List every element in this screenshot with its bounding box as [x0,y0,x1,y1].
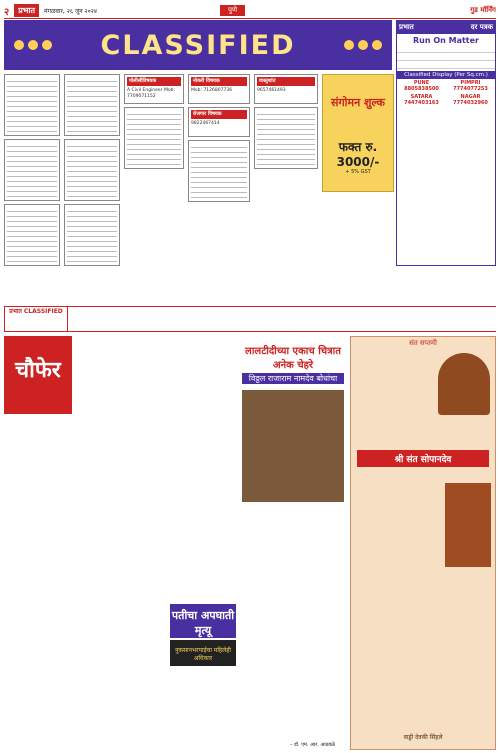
ad-box: पोलीसीविषयक A Civil Engineer Mob: 7709071152 [124,74,184,104]
contact-nagar: NAGAR 7774032960 [453,94,488,106]
caption-box: पतीचा अपघाती मृत्यू [170,604,236,638]
ad-column-4 [188,74,250,302]
caption-sub: नुकसानभरपाईचा महिलेही अधिकार [170,640,236,666]
ad-box [124,107,184,169]
banner-icons-right [344,40,382,50]
ad-box: रोजगार विषयक 9822467414 [188,107,250,137]
edition-name: गुड मॉर्निंग [470,6,496,14]
paper-logo: प्रभात [14,4,39,17]
rate-card: प्रभात दर पत्रक Run On Matter Classified Display (Per Sq.cm.) PUNE 8805838500 PIMPRI 7774077253 SATARA 7447403163 NAGAR 7774032960 [396,20,496,266]
saint-footer: वाड्डी देवकी सिंहले [403,734,443,741]
banner-title: CLASSIFIED [100,29,296,61]
ad-column-1 [4,74,60,302]
byline: – डॉ. एम. आर. आठवळे [290,742,336,748]
classified-banner [4,20,392,70]
ticker-brand: प्रभात CLASSIFIED [4,306,68,332]
feature-logo: चौफेर [4,336,72,414]
contact-pune: PUNE 8805838500 [404,80,439,92]
ad-box [64,204,120,266]
ad-box [4,139,60,201]
saint-image [438,353,490,415]
banner-icons-left [14,40,52,50]
classified-ticker [4,306,496,332]
ad-box [254,107,318,169]
page-header [4,3,496,19]
rate-card-subtitle: Run On Matter [413,36,479,45]
ad-box [4,74,60,136]
ad-column-5 [254,74,318,302]
contact-satara: SATARA 7447403163 [404,94,439,106]
saint-name: श्री संत सोपानदेव [357,450,489,467]
page-number: २ [4,6,10,18]
saint-illustration [445,483,491,567]
ad-box [4,204,60,266]
ad-box [64,139,120,201]
ad-column-3 [124,74,184,302]
ad-box: नोकरी विषयक Mob: 7126807736 [188,74,250,104]
ad-box: वास्तुशांत 9657461493 [254,74,318,104]
saint-feature: संत सप्तमी श्री संत सोपानदेव वाड्डी देवकी सिंहले [350,336,496,750]
feature-photo [242,390,344,502]
date-line: मंगळवार, २६ जून २०२४ [44,7,98,15]
city-tag: पुणे [220,5,245,16]
featured-ad: संगोमन शुल्क फक्त रु. 3000/- + 5% GST [322,74,394,192]
feature-headline: लालटीदीच्या एकाच चित्रात अनेक चेहरे विठ्ठल राजाराम नामदेव बोधांचा [242,343,344,387]
ad-column-2 [64,74,120,302]
ad-box [188,140,250,202]
ad-box [64,74,120,136]
contact-pimpri: PIMPRI 7774077253 [453,80,488,92]
